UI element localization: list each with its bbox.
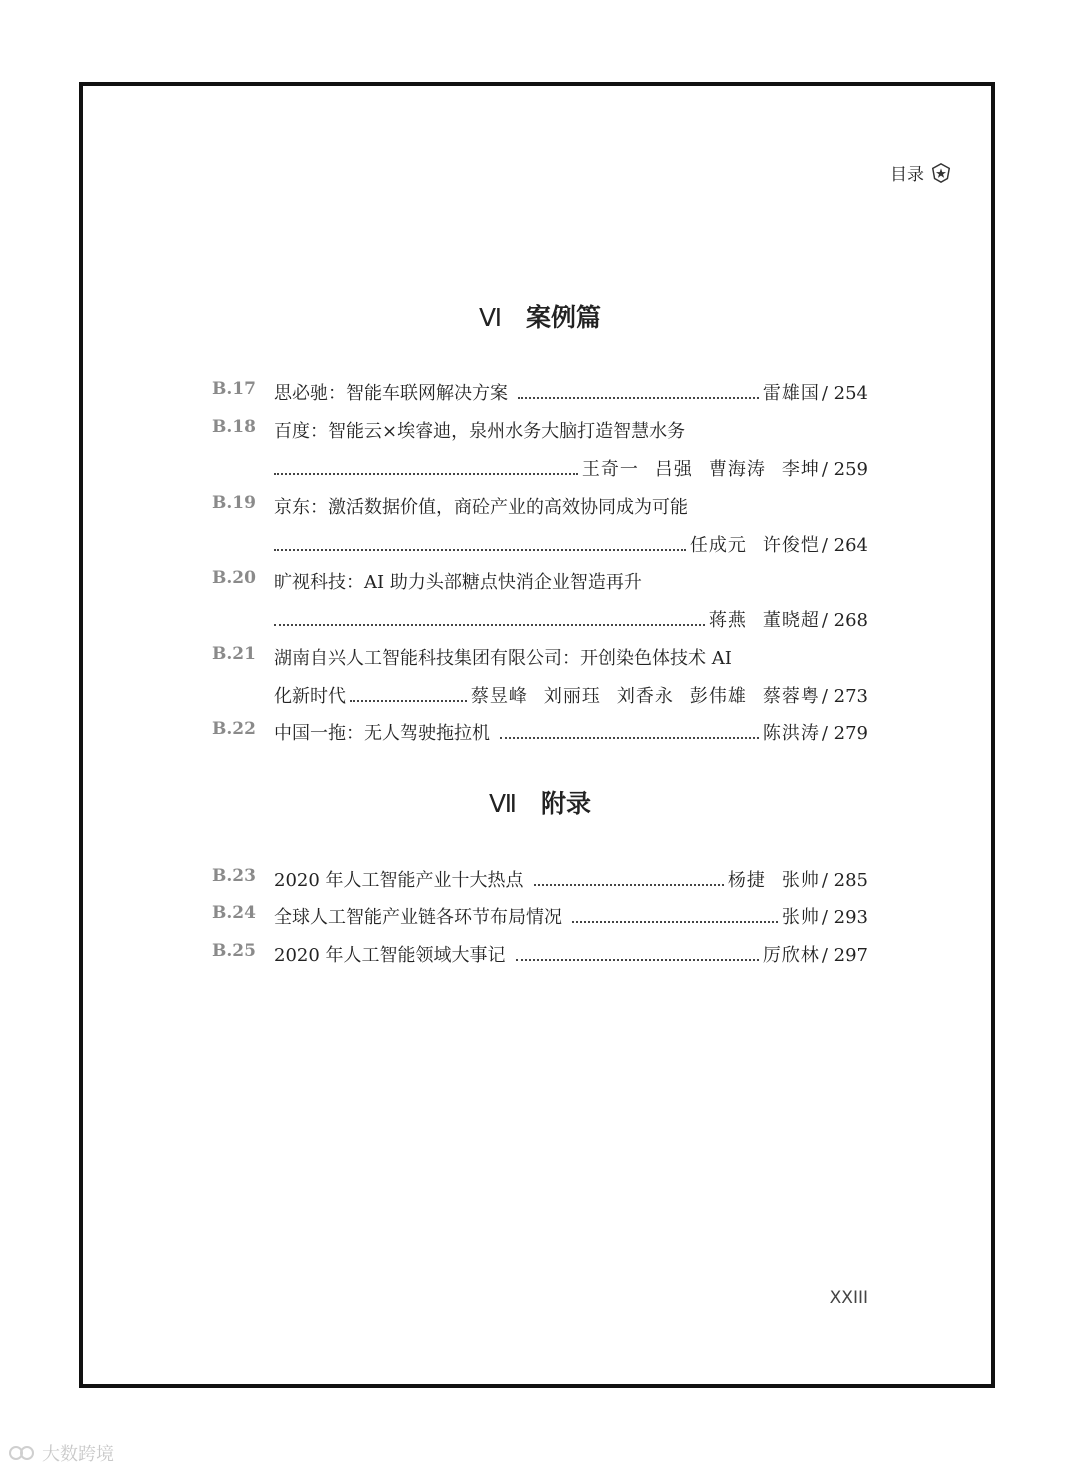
entry-title: 思必驰：智能车联网解决方案	[274, 383, 508, 404]
watermark-logo-icon	[8, 1442, 38, 1464]
header-label: 目录	[890, 165, 924, 185]
section-numeral: Ⅶ	[488, 789, 517, 818]
entry-code: B.21	[212, 644, 256, 664]
dot-leader	[572, 920, 778, 923]
section-label: 案例篇	[526, 303, 602, 332]
entry-authors: 杨捷 张帅	[727, 870, 820, 891]
entry-code: B.20	[212, 568, 256, 588]
entry-code: B.25	[212, 941, 256, 961]
section-title-appendix	[0, 784, 1080, 820]
entry-title-continued: 化新时代	[274, 686, 346, 707]
dot-leader	[534, 883, 724, 886]
entry-code: B.24	[212, 903, 256, 923]
dot-leader	[500, 736, 759, 739]
badge-icon	[930, 162, 952, 184]
entry-title: 2020 年人工智能产业十大热点	[274, 870, 524, 891]
section-title-cases	[0, 298, 1080, 334]
dot-leader	[274, 548, 686, 551]
entry-code: B.18	[212, 417, 256, 437]
entry-code: B.22	[212, 719, 256, 739]
entry-title: 全球人工智能产业链各环节布局情况	[274, 907, 562, 928]
page-number: XXIII	[829, 1288, 868, 1308]
entry-authors: 王奇一 吕强 曹海涛 李坤	[581, 459, 820, 480]
section-numeral: Ⅵ	[478, 303, 503, 332]
entry-page: 279	[833, 723, 868, 744]
entry-page: 264	[833, 535, 868, 556]
entry-authors: 陈洪涛	[762, 723, 820, 744]
dot-leader	[274, 472, 578, 475]
entry-title: 湖南自兴人工智能科技集团有限公司：开创染色体技术 AI	[274, 648, 732, 669]
dot-leader	[350, 699, 467, 702]
page-header	[890, 160, 952, 185]
entry-page: 268	[833, 610, 868, 631]
section-label: 附录	[540, 789, 591, 818]
entry-page: 285	[833, 870, 868, 891]
entry-title: 2020 年人工智能领域大事记	[274, 945, 506, 966]
watermark-text: 大数跨境	[42, 1444, 114, 1465]
entry-authors: 蒋燕 董晓超	[708, 610, 820, 631]
entry-page: 293	[833, 907, 868, 928]
entry-title: 中国一拖：无人驾驶拖拉机	[274, 723, 490, 744]
dot-leader	[274, 623, 705, 626]
entry-title: 旷视科技：AI 助力头部糖点快消企业智造再升	[274, 572, 642, 593]
dot-leader	[518, 396, 759, 399]
entry-authors: 蔡昱峰 刘丽珏 刘香永 彭伟雄 蔡蓉粤	[470, 686, 820, 707]
entry-title: 百度：智能云×埃睿迪，泉州水务大脑打造智慧水务	[274, 421, 686, 442]
entry-authors: 厉欣林	[762, 945, 820, 966]
dot-leader	[516, 958, 759, 961]
entry-code: B.23	[212, 866, 256, 886]
entry-authors: 任成元 许俊恺	[689, 535, 820, 556]
entry-page: 254	[833, 383, 868, 404]
entry-page: 273	[833, 686, 868, 707]
entry-title: 京东：激活数据价值，商砼产业的高效协同成为可能	[274, 497, 688, 518]
entry-code: B.19	[212, 493, 256, 513]
entry-page: 297	[833, 945, 868, 966]
entry-code: B.17	[212, 379, 256, 399]
entry-page: 259	[833, 459, 868, 480]
entry-authors: 雷雄国	[762, 383, 820, 404]
watermark	[8, 1440, 114, 1466]
entry-authors: 张帅	[781, 907, 820, 928]
